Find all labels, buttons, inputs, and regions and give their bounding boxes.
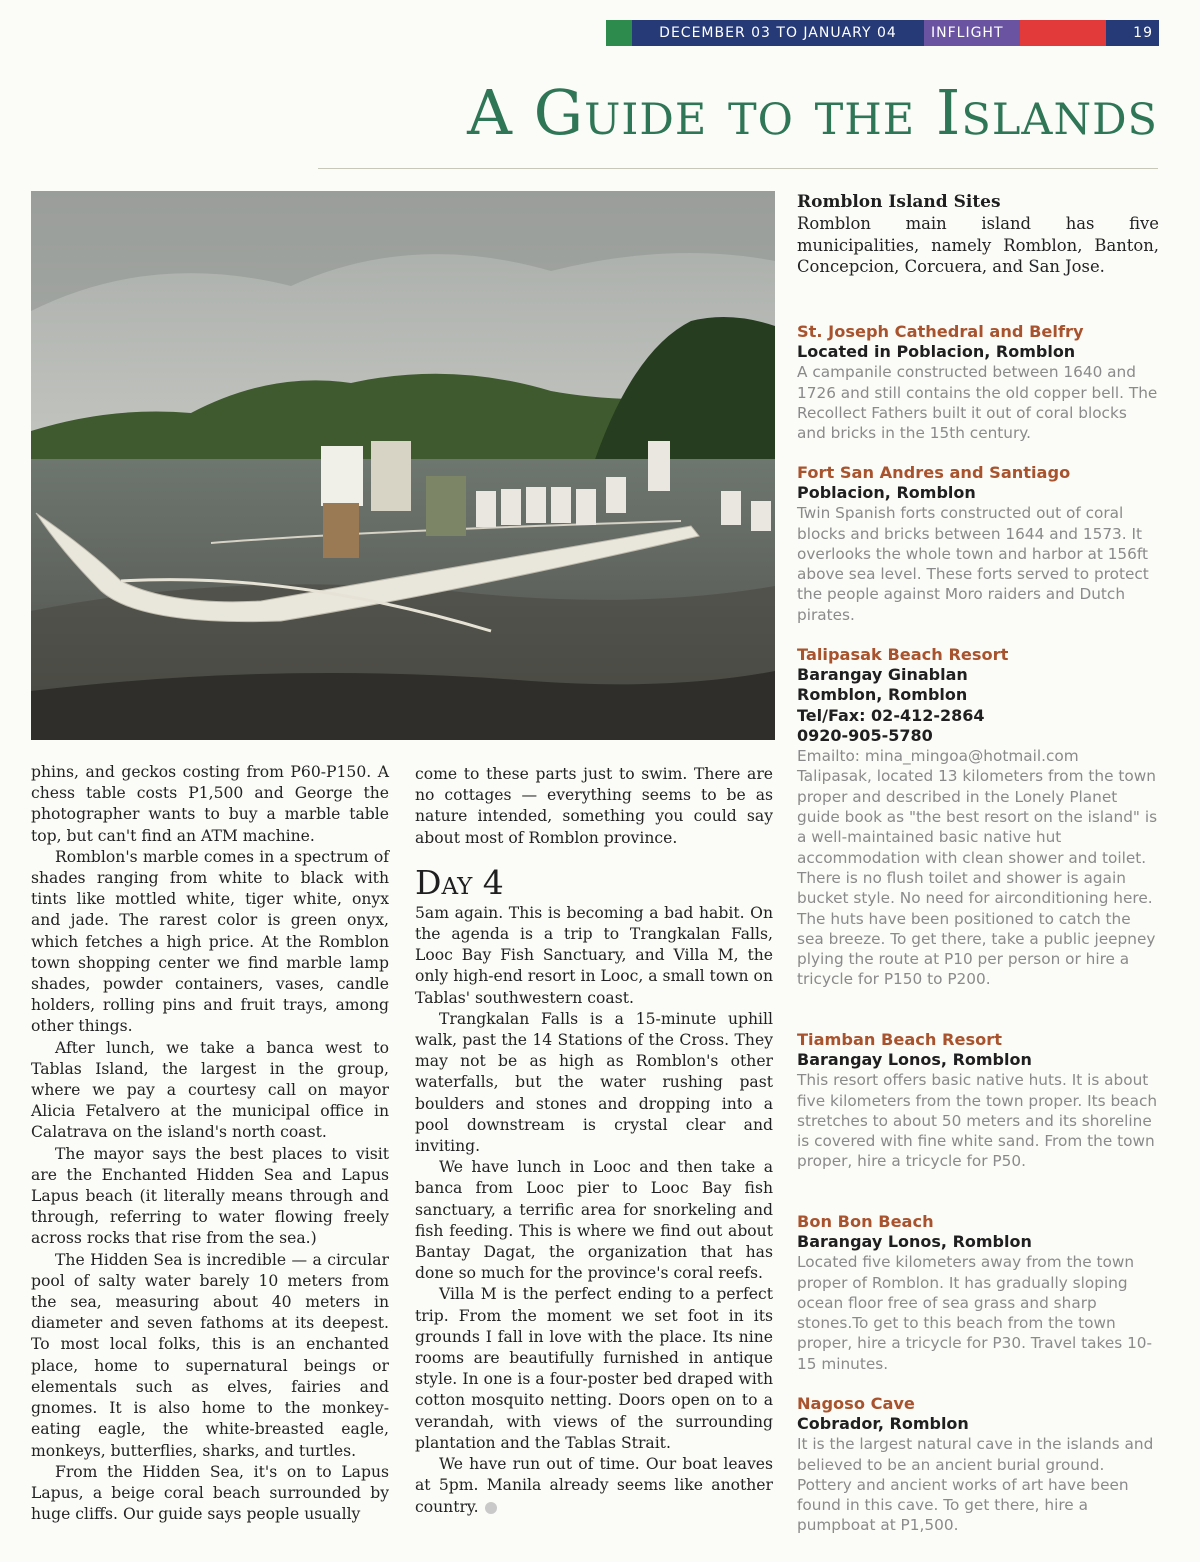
paragraph: Romblon's marble comes in a spectrum of shades ranging from white to black with tints like mottled white, tiger white, onyx and jade. The rarest color is green onyx, which fetches a high price. At the Romblon town shopping center we find marble lamp shades, powder containers, vases, candle holders, rolling pins and fruit trays, among other things. [31,847,389,1036]
header-red-block [1020,20,1106,46]
paragraph: The Hidden Sea is incredible — a circular pool of salty water barely 10 meters from the sea, measuring about 40 meters in diameter and seven fathoms at its deepest. To most local folks, this is an enchanted place, home to supernatural beings or elementals such as elves, fairies and gnomes. It is also home to the monkey-eating eagle, the white-breasted eagle, monkeys, butterflies, sharks, and turtles. [31,1250,389,1460]
site-location: Romblon, Romblon [797,685,968,705]
closing-text: We have run out of time. Our boat leaves at 5pm. Manila already seems like another country. [415,1455,773,1516]
site-entry [797,1030,1159,1172]
sidebar-intro [797,192,1159,278]
header-section-label: INFLIGHT [924,20,1020,46]
site-name: St. Joseph Cathedral and Belfry [797,322,1084,341]
feature-photo [31,191,775,740]
site-phone: Tel/Fax: 02-412-2864 [797,705,985,725]
page-title: A Guide to the Islands [467,76,1158,149]
site-name: Nagoso Cave [797,1394,915,1413]
site-description: Located five kilometers away from the town proper of Romblon. It has gradually sloping ocean floor free of sea grass and sharp stones.To get to this beach from the town proper, hire a tricycle for P30. Travel takes 10-15 minutes. [797,1253,1153,1373]
banca-boat-photo [31,191,775,740]
site-location: Cobrador, Romblon [797,1414,969,1433]
site-description: This resort offers basic native huts. It is about five kilometers from the town proper. Its beach stretches to about 50 meters and its shoreline is covered with fine white sand. From the town proper, hire a tricycle for P50. [797,1071,1158,1171]
paragraph: Trangkalan Falls is a 15-minute uphill walk, past the 14 Stations of the Cross. They may not be as high as Romblon's other waterfalls, but the water rushing past boulders and stones and dropping into a pool downstream is crystal clear and inviting. [415,1009,773,1156]
header-strip [606,20,1159,46]
site-entry [797,1394,1159,1536]
article-column-1 [31,762,389,1525]
site-description: A campanile constructed between 1640 and 1726 and still contains the old copper bell. The Recollect Fathers built it out of coral blocks and bricks in the 15th century. [797,363,1158,443]
site-entry [797,463,1159,625]
sidebar-intro-text: Romblon main island has five municipalities, namely Romblon, Banton, Concepcion, Corcuera, and San Jose. [797,214,1159,276]
site-description: Twin Spanish forts constructed out of coral blocks and bricks between 1644 and 1573. It overlooks the whole town and harbor at 156ft above sea level. These forts served to protect the people against Moro raiders and Dutch pirates. [797,504,1149,624]
end-mark-icon [485,1502,497,1514]
site-name: Bon Bon Beach [797,1212,934,1231]
site-mobile: 0920-905-5780 [797,725,933,745]
article-column-2 [415,764,773,1518]
header-date-range: DECEMBER 03 TO JANUARY 04 [632,20,924,46]
site-name: Tiamban Beach Resort [797,1030,1002,1049]
paragraph: 5am again. This is becoming a bad habit. On the agenda is a trip to Trangkalan Falls, Looc Bay Fish Sanctuary, and Villa M, the only high-end resort in Looc, a small town on Tablas' southwestern coast. [415,903,773,1007]
closing-paragraph [415,1454,773,1518]
site-entry [797,645,1159,990]
paragraph: Villa M is the perfect ending to a perfect trip. From the moment we set foot in its grounds I fall in love with the place. Its nine rooms are beautifully furnished in antique style. In one is a four-poster bed draped with cotton mosquito netting. Doors open on to a verandah, with views of the surrounding plantation and the Tablas Strait. [415,1285,773,1452]
paragraph: After lunch, we take a banca west to Tablas Island, the largest in the group, where we pay a courtesy call on mayor Alicia Fetalvero at the municipal office in Calatrava on the island's north coast. [31,1038,389,1142]
site-location: Barangay Lonos, Romblon [797,1050,1032,1069]
site-location: Barangay Ginablan [797,665,968,684]
site-location: Located in Poblacion, Romblon [797,342,1076,361]
site-name: Fort San Andres and Santiago [797,463,1071,482]
site-description: It is the largest natural cave in the islands and believed to be an ancient burial ground. Pottery and ancient works of art have been found in this cave. To get there, hire a pumpboat at P1,500. [797,1435,1154,1535]
site-entry [797,322,1159,443]
paragraph: come to these parts just to swim. There are no cottages — everything seems to be as nature intended, something you could say about most of Romblon province. [415,765,773,847]
sidebar-heading: Romblon Island Sites [797,192,1001,212]
paragraph: phins, and geckos costing from P60-P150. A chess table costs P1,500 and George the photographer wants to buy a marble table top, but can't find an ATM machine. [31,763,389,845]
header-green-block [606,20,632,46]
title-rule [318,168,1158,169]
site-entry [797,1212,1159,1374]
site-description: Talipasak, located 13 kilometers from the town proper and described in the Lonely Planet guide book as "the best resort on the island" is a well-maintained basic native hut accommodation with clean shower and toilet. There is no flush toilet and shower is again bucket style. No need for airconditioning here. The huts have been positioned to catch the sea breeze. To get there, take a public jeepney plying the route at P10 per person or hire a tricycle for P150 to P200. [797,767,1158,989]
site-location: Poblacion, Romblon [797,483,976,502]
site-email: Emailto: mina_mingoa@hotmail.com [797,747,1079,766]
paragraph: We have lunch in Looc and then take a banca from Looc pier to Looc Bay fish sanctuary, a terrific area for snorkeling and fish feeding. This is where we find out about Bantay Dagat, the organization that has done so much for the province's coral reefs. [415,1158,773,1283]
site-name: Talipasak Beach Resort [797,645,1009,664]
site-location: Barangay Lonos, Romblon [797,1232,1032,1251]
page-number: 19 [1106,20,1159,46]
section-heading-day-4: Day 4 [415,862,504,902]
paragraph: The mayor says the best places to visit are the Enchanted Hidden Sea and Lapus Lapus beach (it literally means through and through, referring to water flowing freely across rocks that rise from the sea.) [31,1144,389,1248]
paragraph: From the Hidden Sea, it's on to Lapus Lapus, a beige coral beach surrounded by huge cliffs. Our guide says people usually [31,1462,389,1524]
